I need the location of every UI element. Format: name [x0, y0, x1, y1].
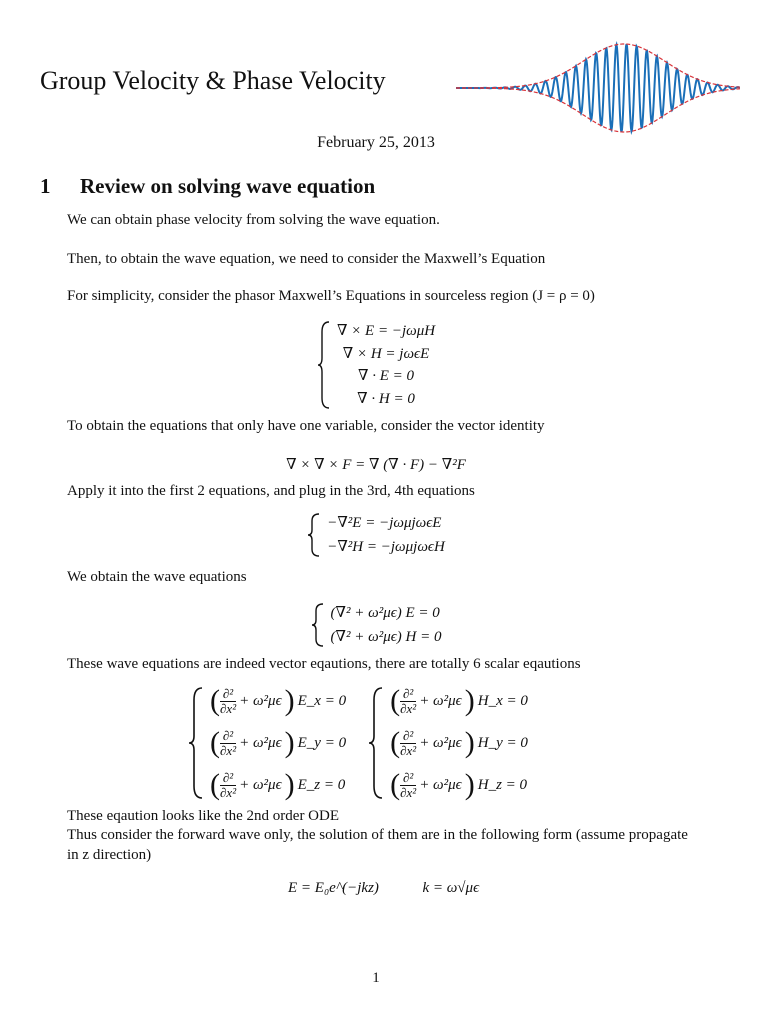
scalar-eq-Hy: ( $\frac{\text{∂²}}{\text{∂x²}}$ + ω²μϵ ) H_y = 0 [390, 726, 528, 759]
left-brace [307, 512, 321, 558]
left-brace [317, 320, 331, 410]
paragraph: These wave equations are indeed vector eqautions, there are totally 6 scalar eqautions [67, 656, 581, 672]
scalar-eq-Ey: ( $\frac{\text{∂²}}{\text{∂x²}}$ + ω²μϵ ) E_y = 0 [210, 726, 347, 759]
frac-denominator: ∂x² [400, 742, 417, 758]
paragraph: We obtain the wave equations [67, 569, 247, 585]
left-brace [311, 602, 325, 648]
frac-numerator: ∂² [222, 769, 234, 785]
scalar-mid-term: + ω²μϵ [239, 734, 282, 751]
section-title: Review on solving wave equation [80, 174, 376, 198]
solution-form: E = E₀e^(−jkz) [288, 880, 379, 896]
scalar-mid-term: + ω²μϵ [239, 692, 282, 709]
left-brace [188, 686, 204, 800]
frac-numerator: ∂² [222, 727, 234, 743]
applied-equations [0, 512, 752, 563]
paragraph: We can obtain phase velocity from solving the wave equation. [67, 212, 440, 228]
paragraph: Apply it into the first 2 equations, and plug in the 3rd, 4th equations [67, 483, 475, 499]
scalar-mid-term: + ω²μϵ [419, 776, 462, 793]
document-date: February 25, 2013 [317, 134, 435, 151]
scalar-mid-term: + ω²μϵ [419, 734, 462, 751]
applied-eq-2: −∇²H = −jωμjωϵH [327, 539, 445, 555]
scalar-eq-Hx: ( $\frac{\text{∂²}}{\text{∂x²}}$ + ω²μϵ ) H_x = 0 [390, 684, 528, 717]
frac-numerator: ∂² [402, 727, 414, 743]
wave-packet-illustration [456, 36, 740, 140]
frac-denominator: ∂x² [220, 784, 237, 800]
maxwell-eq-3: ∇ · E = 0 [357, 368, 414, 385]
frac-denominator: ∂x² [400, 700, 417, 716]
page-number: 1 [372, 970, 380, 986]
vector-identity: ∇ × ∇ × F = ∇ (∇ · F) − ∇²F [286, 457, 466, 473]
paragraph: To obtain the equations that only have one variable, consider the vector identity [67, 418, 545, 434]
frac-numerator: ∂² [222, 685, 234, 701]
wave-equations [0, 602, 752, 653]
scalar-eq-Hz: ( $\frac{\text{∂²}}{\text{∂x²}}$ + ω²μϵ ) H_z = 0 [390, 768, 528, 801]
applied-eq-1: −∇²E = −jωμjωϵE [327, 515, 442, 531]
scalar-eq-Ez: ( $\frac{\text{∂²}}{\text{∂x²}}$ + ω²μϵ ) E_z = 0 [210, 768, 346, 801]
frac-numerator: ∂² [402, 769, 414, 785]
scalar-equations [188, 686, 528, 800]
paragraph: Thus consider the forward wave only, the solution of them are in the following form (assume propagate [67, 827, 688, 843]
wave-eq-1: (∇² + ω²μϵ) E = 0 [330, 605, 440, 621]
left-brace [368, 686, 384, 800]
maxwell-eq-1: ∇ × E = −jωμH [336, 323, 436, 339]
scalar-mid-term: + ω²μϵ [239, 776, 282, 793]
scalar-rhs: H_x = 0 [477, 692, 528, 709]
wave-eq-2: (∇² + ω²μϵ) H = 0 [330, 629, 442, 645]
maxwell-eq-4: ∇ · H = 0 [357, 390, 415, 407]
frac-numerator: ∂² [402, 685, 414, 701]
scalar-eq-Ex: ( $\frac{\text{∂²}}{\text{∂x²}}$ + ω²μϵ ) E_x = 0 [210, 684, 347, 717]
scalar-rhs: H_y = 0 [477, 734, 528, 751]
paragraph: For simplicity, consider the phasor Maxwell’s Equations in sourceless region (J = ρ = 0) [67, 288, 595, 304]
scalar-mid-term: + ω²μϵ [419, 692, 462, 709]
scalar-rhs: E_y = 0 [297, 734, 347, 751]
maxwell-eq-2: ∇ × H = jωϵE [342, 345, 430, 362]
paragraph: Then, to obtain the wave equation, we need to consider the Maxwell’s Equation [67, 251, 546, 267]
solution-equation [288, 880, 479, 897]
scalar-rhs: H_z = 0 [477, 776, 528, 793]
maxwell-equations [0, 320, 752, 415]
wavenumber: k = ω√μϵ [422, 880, 480, 896]
section-heading [40, 174, 375, 199]
paragraph: These eqaution looks like the 2nd order ODE [67, 808, 340, 824]
frac-denominator: ∂x² [220, 742, 237, 758]
scalar-system-E [188, 686, 346, 800]
frac-denominator: ∂x² [400, 784, 417, 800]
document-title: Group Velocity & Phase Velocity [40, 66, 386, 95]
scalar-rhs: E_x = 0 [297, 692, 347, 709]
section-number: 1 [40, 174, 51, 198]
scalar-system-H [368, 686, 528, 800]
frac-denominator: ∂x² [220, 700, 237, 716]
scalar-rhs: E_z = 0 [297, 776, 346, 793]
paragraph: in z direction) [67, 847, 152, 863]
